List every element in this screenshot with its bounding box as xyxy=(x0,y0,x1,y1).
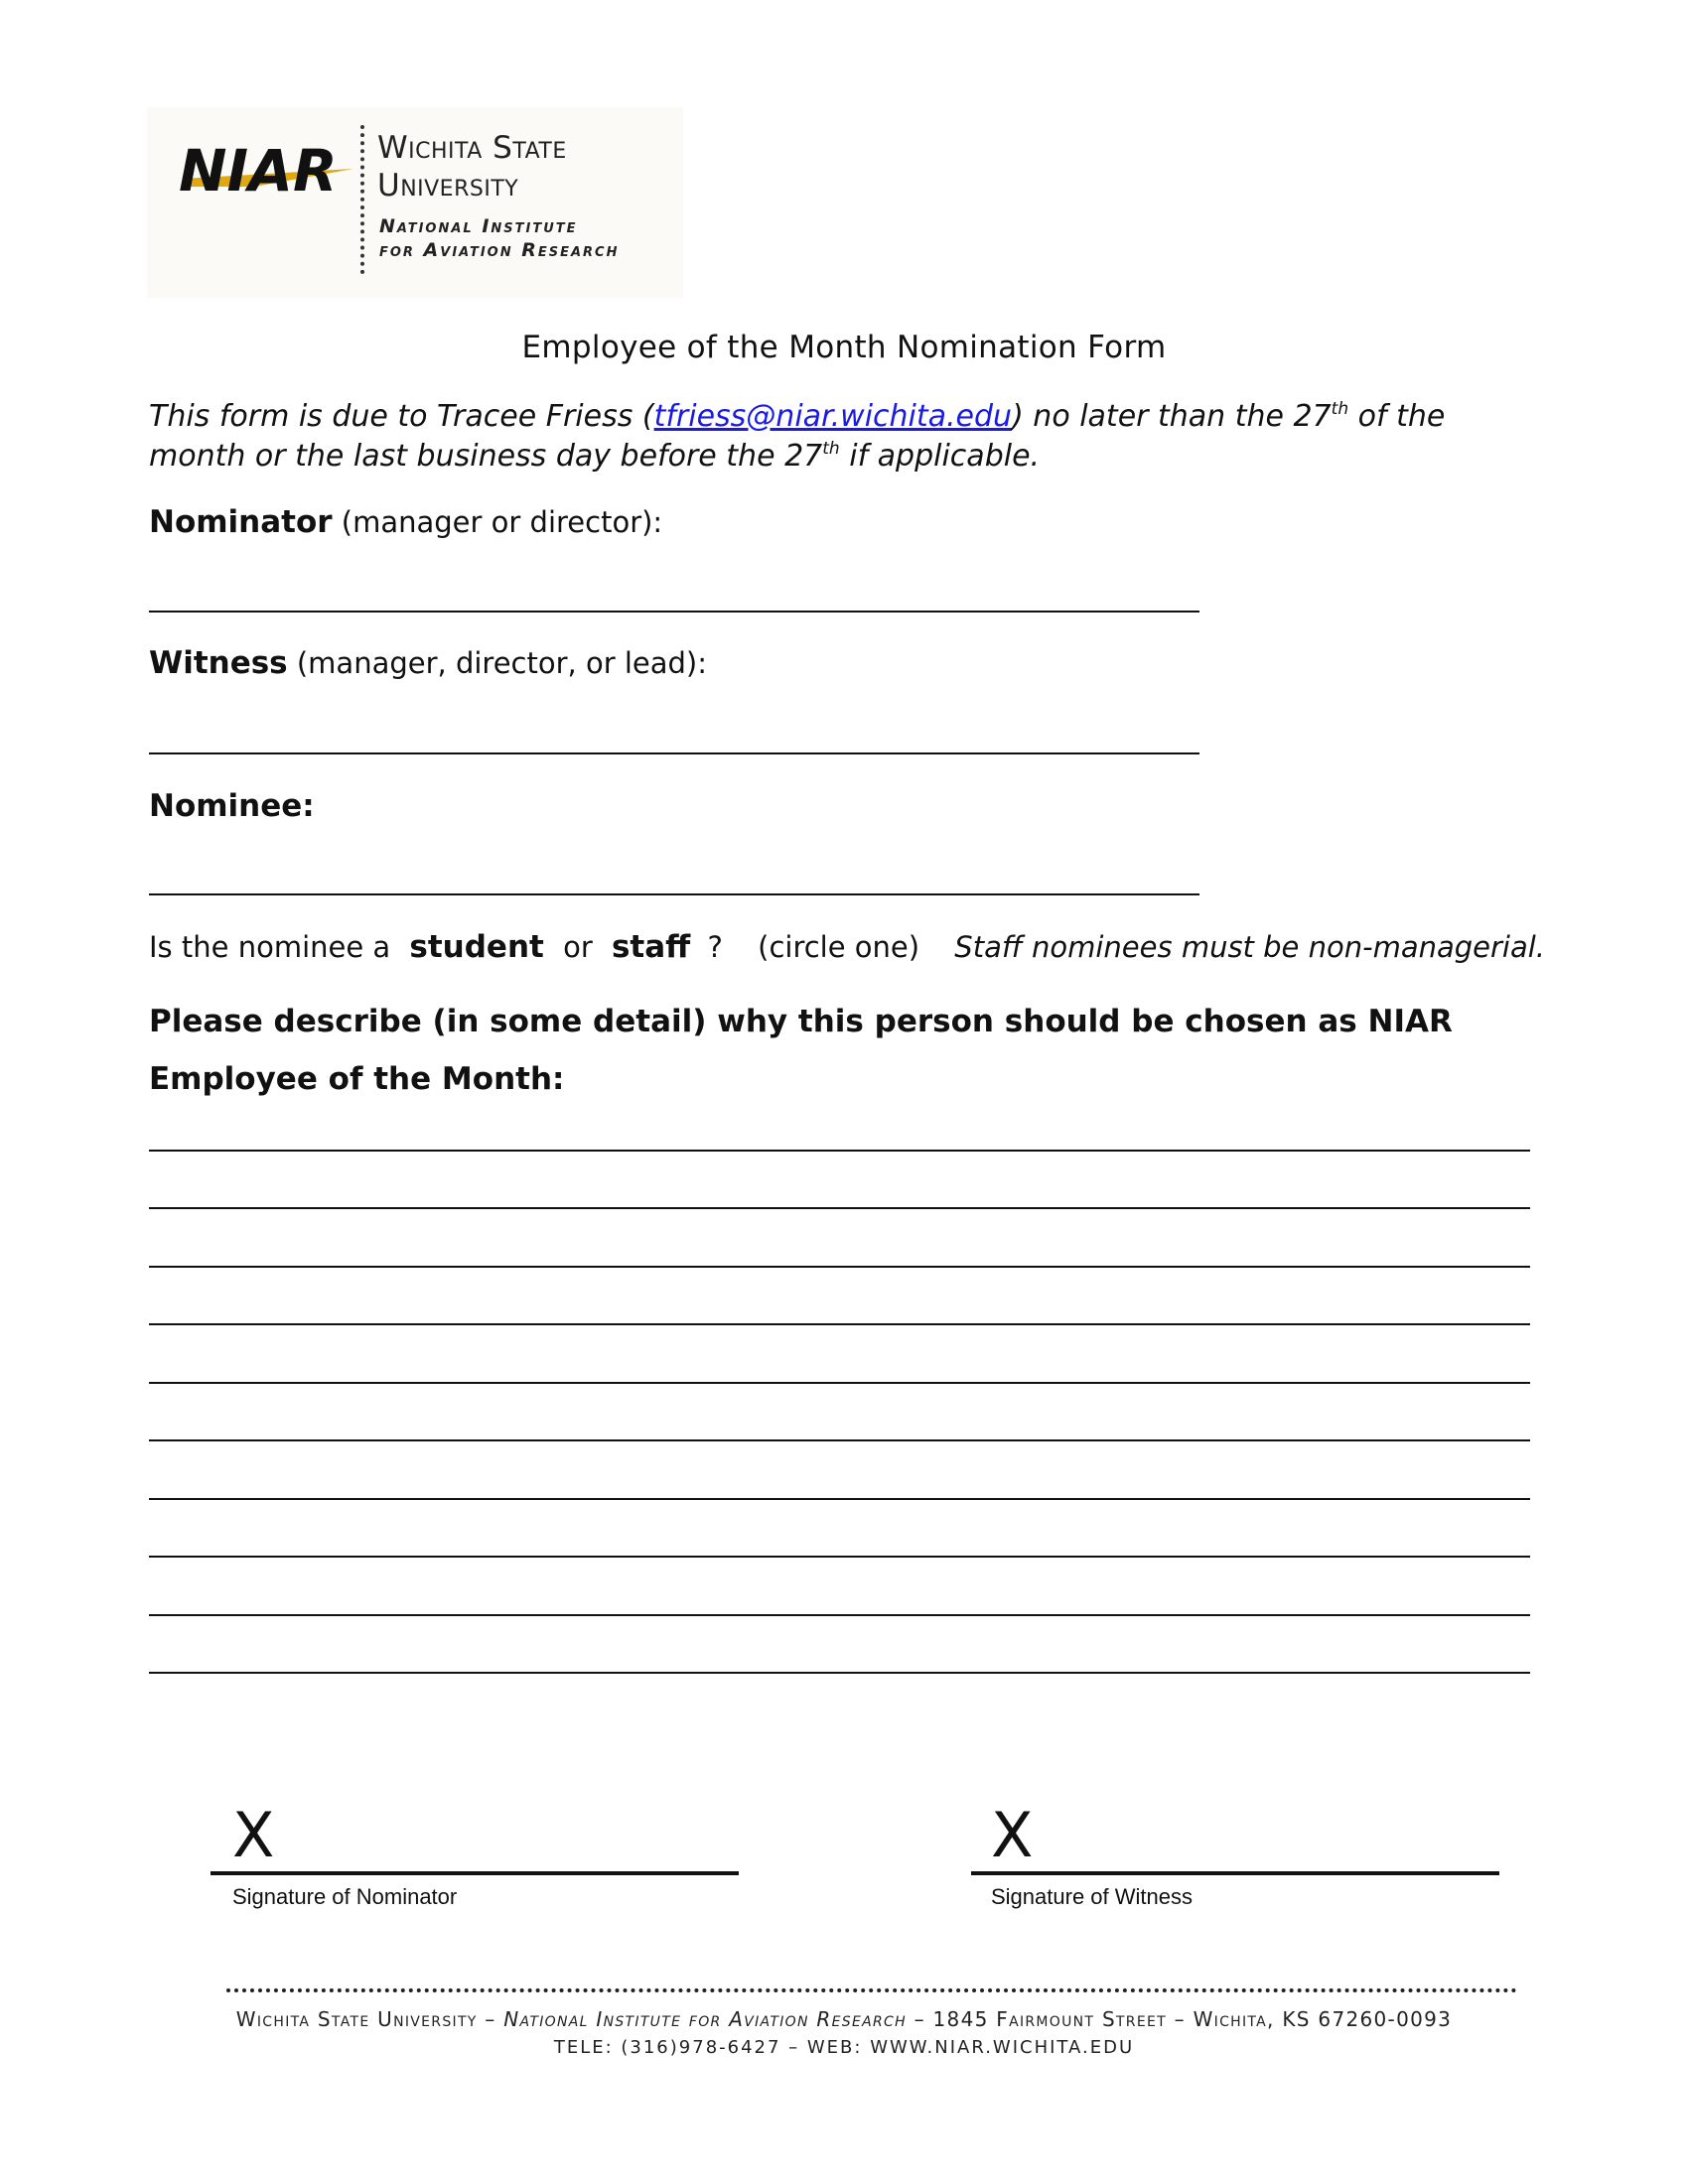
question-mark: ? xyxy=(707,930,723,964)
footer-contact: TELE: (316)978-6427 – WEB: WWW.NIAR.WICHITA.EDU xyxy=(553,2037,1135,2058)
description-line[interactable] xyxy=(149,1556,1530,1558)
description-line[interactable] xyxy=(149,1323,1530,1325)
description-line[interactable] xyxy=(149,1672,1530,1674)
staff-nominee-note: Staff nominees must be non-managerial. xyxy=(954,930,1546,964)
witness-signature-line[interactable] xyxy=(971,1871,1499,1875)
description-prompt: Please describe (in some detail) why this person should be chosen as NIAR Employee of the Month: xyxy=(149,1004,1453,1097)
nominator-signature-line[interactable] xyxy=(211,1871,739,1875)
university-line-2: University xyxy=(377,168,519,204)
notice-text-1: This form is due to Tracee Friess ( xyxy=(149,399,654,434)
description-line[interactable] xyxy=(149,1266,1530,1268)
description-line[interactable] xyxy=(149,1207,1530,1209)
niar-logo-mark xyxy=(175,129,363,212)
contact-email-link[interactable]: tfriess@niar.wichita.edu xyxy=(653,399,1013,434)
institute-line-2: for Aviation Research xyxy=(379,239,620,261)
description-line[interactable] xyxy=(149,1439,1530,1441)
footer-street: – 1845 Fairmount Street – Wichita, KS 67260-0093 xyxy=(906,2007,1453,2031)
nominator-signature-x: X xyxy=(232,1799,275,1871)
footer-university: Wichita State University – xyxy=(235,2007,504,2031)
form-title: Employee of the Month Nomination Form xyxy=(521,330,1167,365)
notice-text-3: of the month or the last business day before the 27 xyxy=(149,399,1446,474)
notice-superscript-1: th xyxy=(1331,399,1349,419)
witness-signature-label: Signature of Witness xyxy=(991,1884,1193,1909)
nominee-line[interactable] xyxy=(149,893,1199,895)
notice-text-2: ) no later than the 27 xyxy=(1012,399,1332,434)
institute-name xyxy=(379,214,619,262)
witness-label-bold: Witness xyxy=(149,645,288,681)
nominee-type-question xyxy=(149,929,1545,965)
description-line[interactable] xyxy=(149,1498,1530,1500)
description-line[interactable] xyxy=(149,1614,1530,1616)
nominator-label-hint: (manager or director): xyxy=(332,505,663,539)
logo-divider xyxy=(360,125,364,274)
nominee-label-bold: Nominee: xyxy=(149,788,315,824)
institute-line-1: National Institute xyxy=(379,215,578,237)
nominator-signature-label: Signature of Nominator xyxy=(232,1884,458,1909)
niar-wordmark: NIAR xyxy=(179,137,338,205)
nominator-label xyxy=(149,504,662,540)
circle-one-hint: (circle one) xyxy=(758,930,920,964)
description-line[interactable] xyxy=(149,1382,1530,1384)
footer-divider xyxy=(226,1988,1517,1992)
due-date-notice xyxy=(149,397,1539,477)
nominee-label xyxy=(149,788,315,824)
option-student[interactable]: student xyxy=(409,929,544,965)
university-name xyxy=(377,129,567,205)
question-prefix: Is the nominee a xyxy=(149,930,391,964)
niar-wing-icon xyxy=(175,129,363,208)
witness-label-hint: (manager, director, or lead): xyxy=(287,646,708,680)
description-line[interactable] xyxy=(149,1150,1530,1152)
question-or: or xyxy=(563,930,593,964)
witness-label xyxy=(149,645,707,681)
witness-line[interactable] xyxy=(149,752,1199,754)
notice-text-4: if applicable. xyxy=(839,439,1041,474)
university-line-1: Wichita State xyxy=(377,130,567,166)
footer-address xyxy=(0,2007,1688,2031)
nominator-label-bold: Nominator xyxy=(149,504,333,540)
niar-wsu-logo xyxy=(147,107,683,298)
notice-superscript-2: th xyxy=(822,439,840,459)
witness-signature-x: X xyxy=(991,1799,1034,1871)
option-staff[interactable]: staff xyxy=(611,929,691,965)
footer-institute: National Institute for Aviation Research xyxy=(503,2007,907,2031)
nominator-line[interactable] xyxy=(149,611,1199,613)
